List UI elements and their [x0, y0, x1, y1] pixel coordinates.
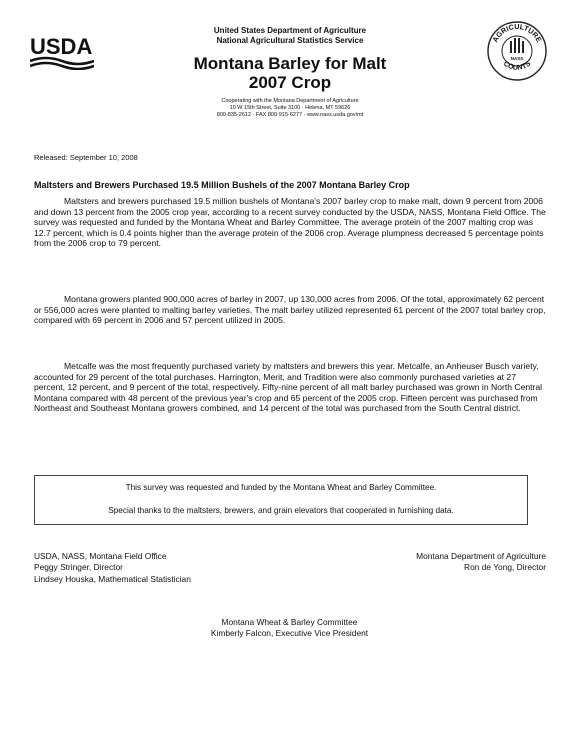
cooperating-line-3: 800-835-2612 · FAX 800-915-6277 · www.nass.usda.gov/mt: [216, 112, 364, 119]
signature-left-line-2: Peggy Stringer, Director: [34, 562, 123, 573]
signature-right-line-1: Montana Department of Agriculture: [416, 551, 546, 561]
seal-top-text: AGRICULTURE: [490, 21, 544, 44]
funding-notice-line-1: This survey was requested and funded by the Montana Wheat and Barley Committee.: [125, 483, 437, 492]
funding-notice-line-2: Special thanks to the maltsters, brewers, and grain elevators that cooperated in furnishing data.: [108, 506, 454, 515]
svg-text:AGRICULTURE: [490, 22, 543, 44]
paragraph-3-text: Metcalfe was the most frequently purchased variety by maltsters and brewers this year. Metcalfe, an Anheuser Busch variety, accounted for 29 percent of the total purchases. Harrington, Merit, and Tradition were also commonly purchased varieties at 27 percent, 12 percent, and 9 percent of the total, respectively. Fifty-nine percent of all malt barley purchased was grown in North Central Montana compared with 48 percent of the previous year's crop and 65 percent of the 2005 crop. Fifteen percent was purchased from Northeast and Southeast Montana growers combined, and 14 percent of the total was purchased from the South Central district.: [34, 361, 543, 414]
funding-notice-box: [34, 475, 528, 525]
paragraph-1: [34, 196, 548, 249]
signature-center-line-2: Kimberly Falcon, Executive Vice President: [210, 628, 369, 639]
signature-left-line-3: Lindsey Houska, Mathematical Statistician: [34, 573, 191, 584]
signature-block-right: [416, 551, 546, 574]
agency-line-2: National Agricultural Statistics Service: [216, 36, 364, 45]
signature-center-line-1: Montana Wheat & Barley Committee: [221, 617, 358, 627]
page-subtitle: 2007 Crop: [248, 73, 332, 92]
signature-block-center: [0, 617, 579, 640]
paragraph-2-text: Montana growers planted 900,000 acres of barley in 2007, up 130,000 acres from 2006. Of the total, approximately 62 percent or 556,000 acres were planted to malting barley varieties. The malt barley utilized represented 61 percent of the 2007 total barley crop, compared with 69 percent in 2006 and 57 percent utilized in 2005.: [34, 294, 546, 326]
usda-logo: [30, 34, 94, 70]
signature-right-line-2: Ron de Yong, Director: [464, 562, 546, 573]
cooperating-line-1: Cooperating with the Montana Department of Agriculture: [221, 98, 359, 104]
cooperating-line-2: 10 W 15th Street, Suite 3100 · Helena, MT 59626: [229, 105, 351, 112]
paragraph-3: [34, 361, 548, 414]
header: [120, 26, 460, 120]
page-title: Montana Barley for Malt: [193, 54, 387, 73]
headline: Maltsters and Brewers Purchased 19.5 Million Bushels of the 2007 Montana Barley Crop: [34, 180, 410, 190]
seal-center-text: NASS: [510, 56, 524, 61]
usda-logo-text: USDA: [30, 34, 93, 59]
signature-left-line-1: USDA, NASS, Montana Field Office: [34, 551, 167, 561]
paragraph-2: [34, 294, 548, 326]
seal-bottom-text: COUNTS: [501, 58, 533, 72]
signature-block-left: [34, 551, 191, 585]
paragraph-1-text: Maltsters and brewers purchased 19.5 million bushels of Montana's 2007 barley crop to make malt, down 9 percent from 2006 and down 13 percent from the 2005 crop year, according to a recent survey conducted by the USDA, NASS, Montana Field Office. The survey was requested and funded by the Montana Wheat and Barley Committee. The average protein of the 2007 malting crop was 12.7 percent, which is 0.4 points higher than the average protein of the 2006 crop. Average plumpness decreased 5 percentage points from the 2006 crop to 79 percent.: [34, 196, 546, 249]
agriculture-counts-seal: [486, 20, 548, 82]
agency-line-1: United States Department of Agriculture: [213, 26, 367, 35]
release-date: Released: September 10, 2008: [34, 153, 138, 162]
